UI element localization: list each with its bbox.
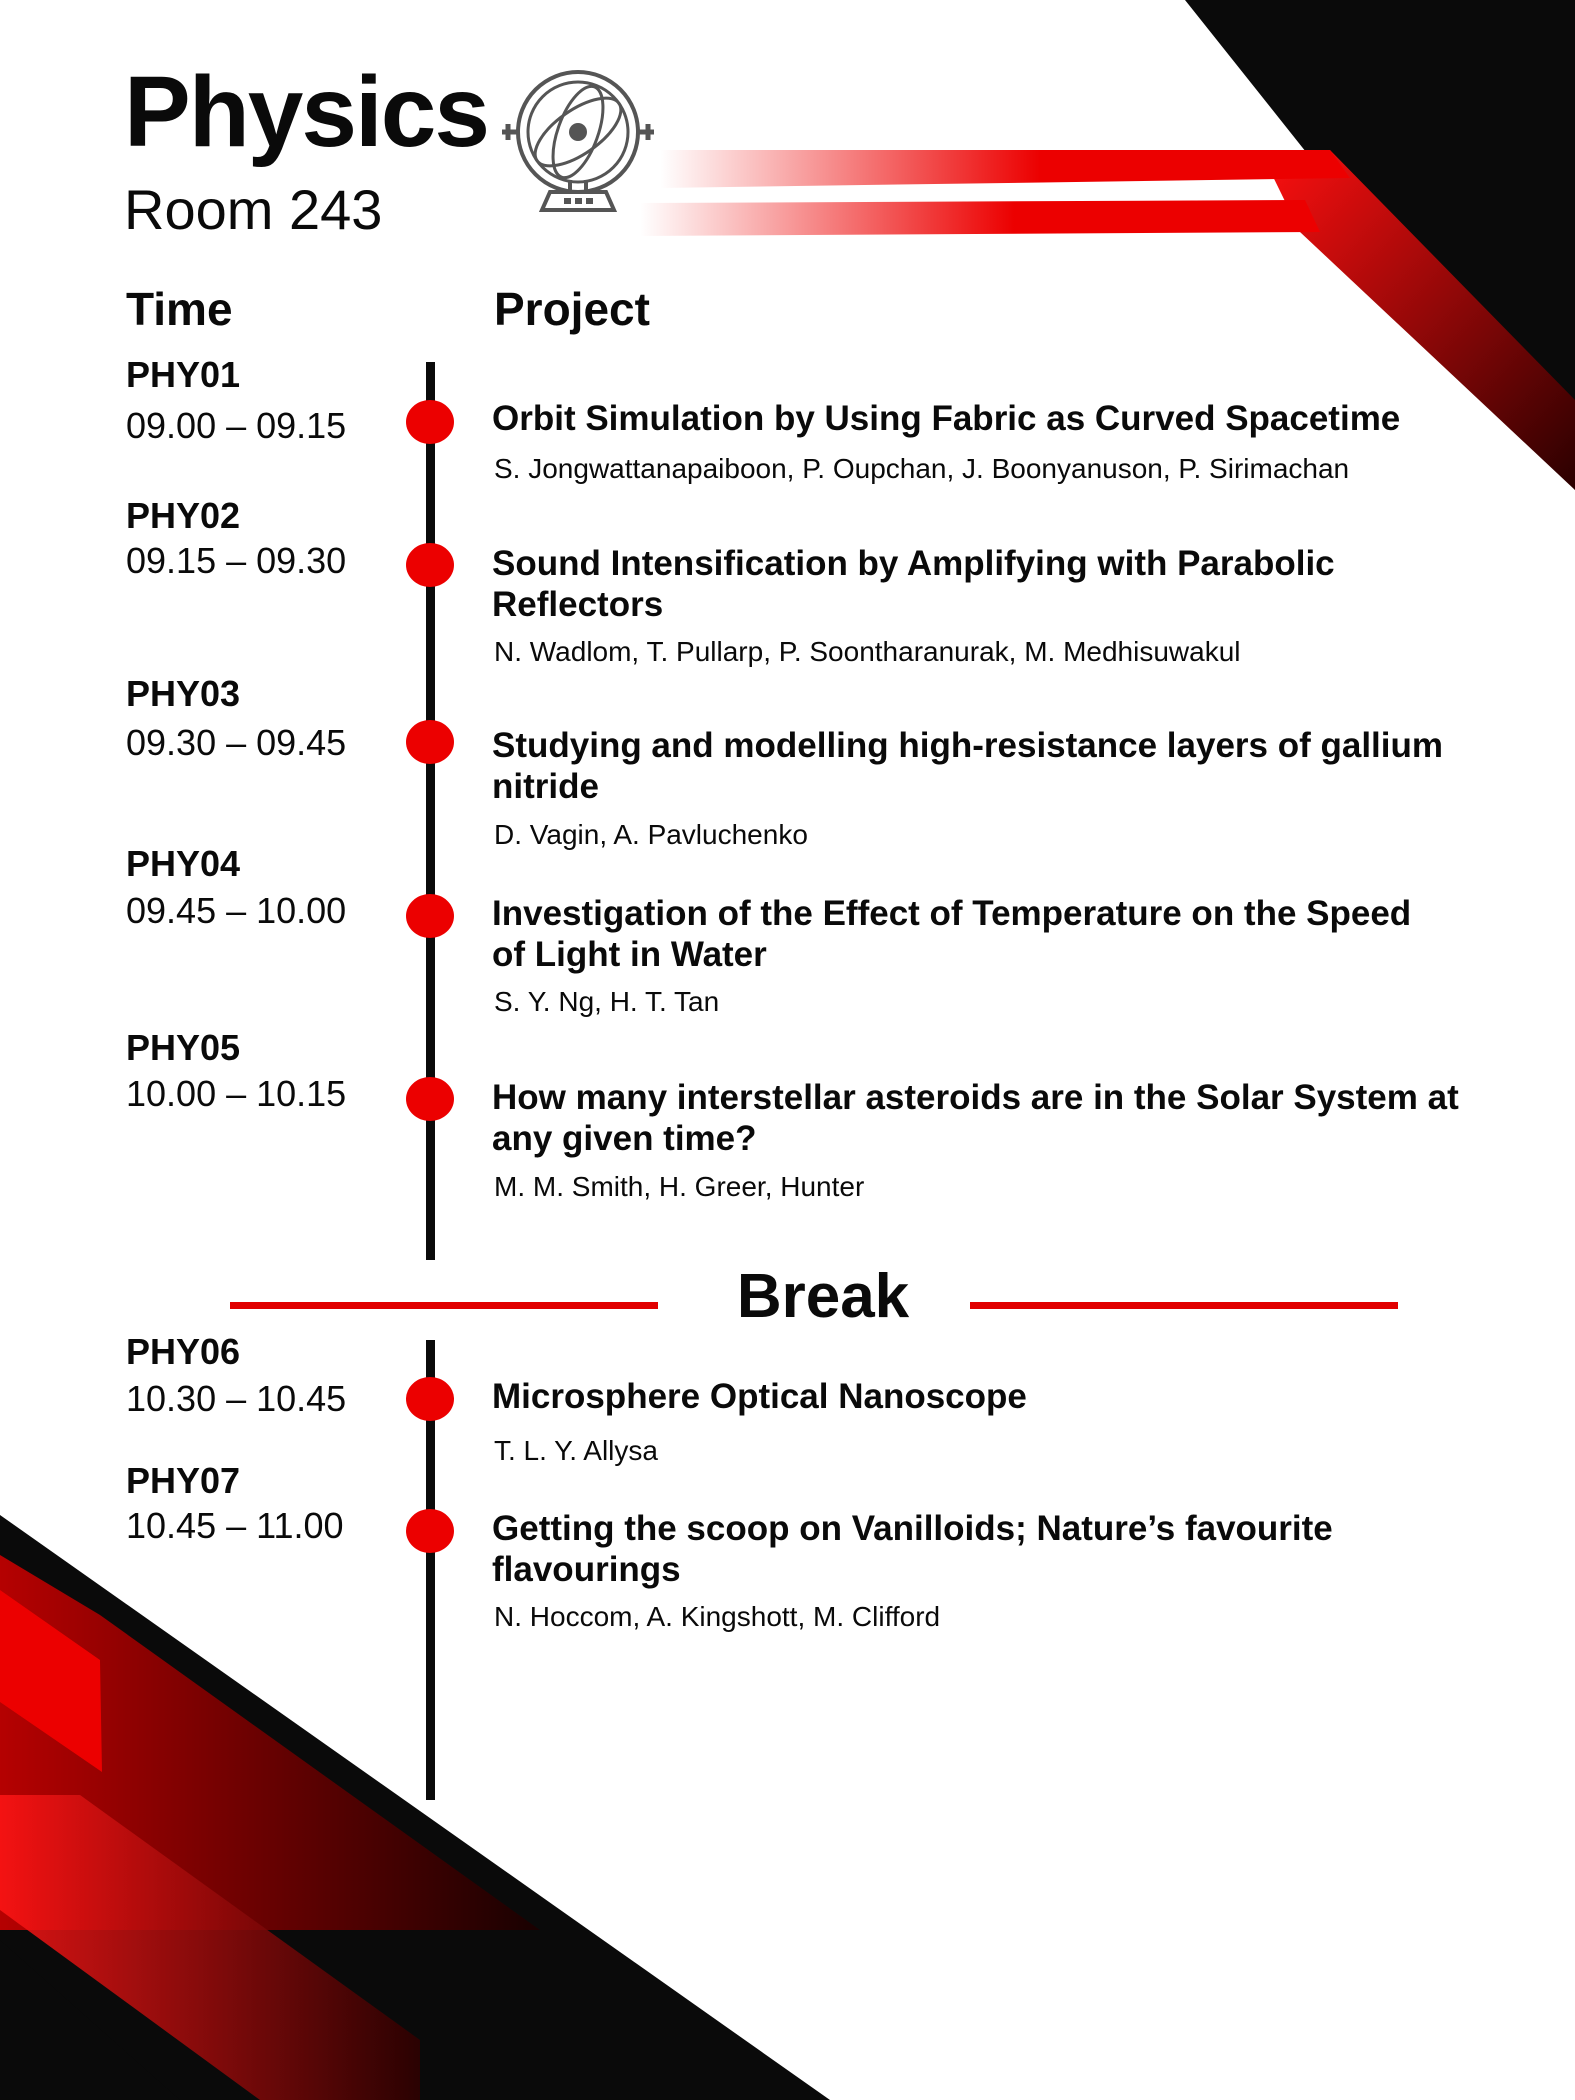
timeline-marker xyxy=(406,1077,454,1121)
project-column-header: Project xyxy=(494,283,650,335)
session-time: 10.30 – 10.45 xyxy=(126,1378,347,1419)
session-time: 09.45 – 10.00 xyxy=(126,890,347,931)
session-code: PHY05 xyxy=(126,1027,241,1068)
project-title: Sound Intensification by Amplifying with Parabolic Reflectors xyxy=(492,544,1335,624)
project-authors: T. L. Y. Allysa xyxy=(494,1435,658,1466)
break-divider-right xyxy=(970,1302,1398,1309)
page-title: Physics xyxy=(124,56,489,168)
header-red-stripe-bottom xyxy=(640,200,1320,236)
break-divider-left xyxy=(230,1302,658,1309)
timeline-marker xyxy=(406,400,454,444)
session-code: PHY03 xyxy=(126,673,241,714)
project-title: Getting the scoop on Vanilloids; Nature’s favourite flavourings xyxy=(492,1509,1333,1589)
session-code: PHY07 xyxy=(126,1460,241,1501)
project-authors: S. Jongwattanapaiboon, P. Oupchan, J. Boonyanuson, P. Sirimachan xyxy=(494,453,1350,484)
project-title: Microsphere Optical Nanoscope xyxy=(492,1377,1027,1416)
session-code: PHY02 xyxy=(126,495,241,536)
timeline-marker xyxy=(406,1377,454,1421)
physics-apparatus-emblem-icon xyxy=(500,62,660,222)
project-authors: N. Wadlom, T. Pullarp, P. Soontharanurak, M. Medhisuwakul xyxy=(494,636,1241,667)
project-authors: S. Y. Ng, H. T. Tan xyxy=(494,986,720,1017)
project-authors: D. Vagin, A. Pavluchenko xyxy=(494,819,808,850)
project-authors: N. Hoccom, A. Kingshott, M. Clifford xyxy=(494,1601,941,1632)
session-time: 09.15 – 09.30 xyxy=(126,540,347,581)
timeline-marker xyxy=(406,543,454,587)
room-number: Room 243 xyxy=(124,178,383,241)
session-time: 09.00 – 09.15 xyxy=(126,405,347,446)
session-code: PHY04 xyxy=(126,843,241,884)
session-time: 09.30 – 09.45 xyxy=(126,722,347,763)
timeline-marker xyxy=(406,1509,454,1553)
time-column-header: Time xyxy=(126,283,233,335)
project-title: Studying and modelling high-resistance layers of gallium nitride xyxy=(492,726,1443,806)
project-title: Orbit Simulation by Using Fabric as Curved Spacetime xyxy=(492,399,1401,438)
timeline-marker xyxy=(406,894,454,938)
session-code: PHY01 xyxy=(126,354,241,395)
session-time: 10.00 – 10.15 xyxy=(126,1073,347,1114)
project-authors: M. M. Smith, H. Greer, Hunter xyxy=(494,1171,865,1202)
break-label: Break xyxy=(736,1262,910,1331)
session-code: PHY06 xyxy=(126,1331,241,1372)
timeline-marker xyxy=(406,720,454,764)
session-time: 10.45 – 11.00 xyxy=(126,1505,344,1546)
project-title: How many interstellar asteroids are in the Solar System at any given time? xyxy=(492,1078,1459,1158)
project-title: Investigation of the Effect of Temperature on the Speed of Light in Water xyxy=(492,894,1412,974)
timeline-before-break xyxy=(426,362,435,1260)
header-red-stripe-top xyxy=(660,150,1350,188)
